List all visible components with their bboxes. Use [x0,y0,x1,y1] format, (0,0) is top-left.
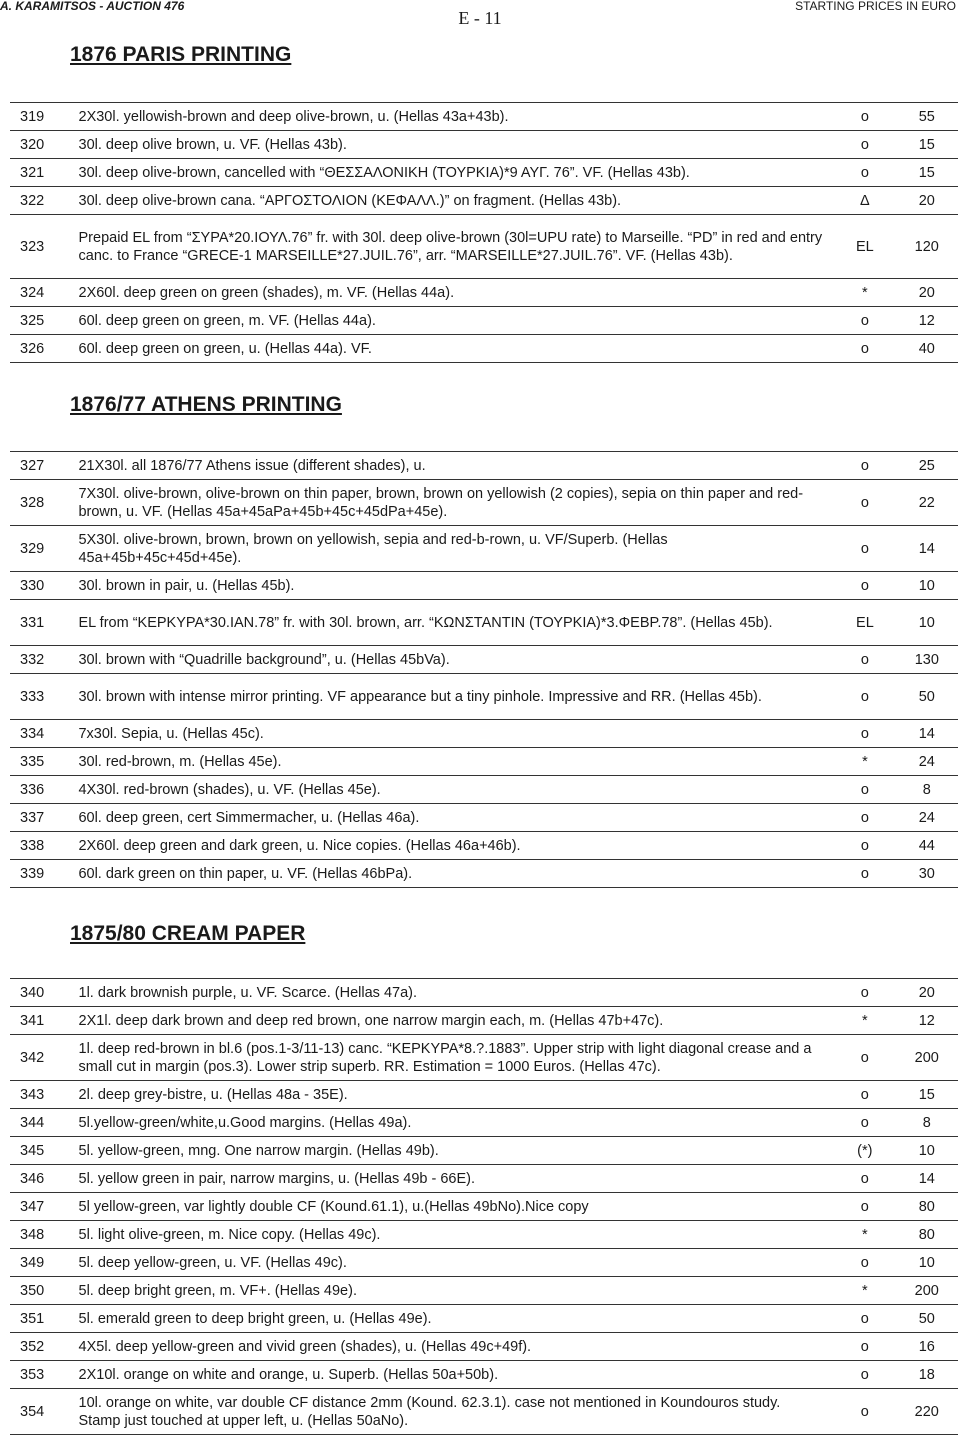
lot-condition: o [834,1389,895,1435]
lot-condition: * [834,748,895,776]
table-row [10,1361,958,1389]
lot-number: 354 [10,1389,79,1435]
section-title-paris-printing: 1876 PARIS PRINTING [70,43,292,66]
table-row [10,1389,958,1435]
lot-price: 14 [896,720,958,748]
lot-condition: EL [834,215,895,279]
lot-number: 332 [10,646,78,674]
lot-description: 2l. deep grey-bistre, u. (Hellas 48a - 35E). [79,1081,835,1109]
lot-number: 353 [10,1361,79,1389]
lot-description: 1l. deep red-brown in bl.6 (pos.1-3/11-13) canc. “ΚΕΡΚΥΡΑ*8.?.1883”. Upper strip with light diagonal crease and a small cut in margin (pos.3). Lower strip superb. RR. Estimation = 1000 Euros. (Hellas 47c). [79,1035,835,1081]
lot-condition: * [834,1007,895,1035]
table-row [10,335,958,363]
lot-price: 22 [896,480,958,526]
lot-price: 24 [896,804,958,832]
lot-description: 30l. brown in pair, u. (Hellas 45b). [78,572,834,600]
table-row [10,480,958,526]
lot-description: 30l. brown with intense mirror printing. VF appearance but a tiny pinhole. Impressive and RR. (Hellas 45b). [78,674,834,720]
lot-description: 21X30l. all 1876/77 Athens issue (different shades), u. [78,452,834,480]
table-row [10,600,958,646]
lot-price: 15 [896,131,958,159]
lot-number: 333 [10,674,78,720]
auction-header: A. KARAMITSOS - AUCTION 476 [0,0,185,13]
lot-number: 351 [10,1305,79,1333]
lot-condition: o [834,307,895,335]
page-number: E - 11 [458,8,502,28]
lot-description: 60l. deep green, cert Simmermacher, u. (Hellas 46a). [78,804,834,832]
table-row [10,307,958,335]
lot-description: 5l. emerald green to deep bright green, u. (Hellas 49e). [79,1305,835,1333]
lot-price: 20 [896,279,958,307]
lot-price: 80 [896,1193,958,1221]
lot-condition: o [834,131,895,159]
lot-description: 30l. deep olive-brown cana. “ΑΡΓΟΣΤΟΛΙΟΝ (ΚΕΦΑΛΛ.)” on fragment. (Hellas 43b). [79,187,835,215]
table-row [10,1137,958,1165]
lot-price: 10 [896,1249,958,1277]
lot-price: 18 [896,1361,958,1389]
table-row [10,103,958,131]
lot-price: 200 [896,1035,958,1081]
lot-number: 331 [10,600,78,646]
lot-description: 60l. deep green on green, m. VF. (Hellas 44a). [79,307,835,335]
lot-number: 340 [10,979,79,1007]
table-row [10,131,958,159]
lot-price: 16 [896,1333,958,1361]
lot-price: 12 [896,307,958,335]
lot-condition: o [834,1165,895,1193]
lot-price: 130 [896,646,958,674]
lot-condition: EL [834,600,895,646]
section-title-cream-paper: 1875/80 CREAM PAPER [70,922,306,945]
lot-price: 20 [896,979,958,1007]
lot-number: 320 [10,131,79,159]
lot-price: 120 [896,215,958,279]
lot-condition: o [834,720,895,748]
lot-number: 336 [10,776,78,804]
lot-price: 10 [896,1137,958,1165]
lot-price: 55 [896,103,958,131]
lot-price: 30 [896,860,958,888]
lot-price: 80 [896,1221,958,1249]
lot-condition: o [834,1333,895,1361]
lot-description: 60l. deep green on green, u. (Hellas 44a). VF. [79,335,835,363]
lot-number: 338 [10,832,78,860]
lot-number: 348 [10,1221,79,1249]
lot-description: 4X30l. red-brown (shades), u. VF. (Hellas 45e). [78,776,834,804]
lot-condition: o [834,674,895,720]
lot-price: 10 [896,572,958,600]
lot-price: 8 [896,776,958,804]
lot-condition: o [834,776,895,804]
lot-description: 5l. deep yellow-green, u. VF. (Hellas 49c). [79,1249,835,1277]
lot-number: 323 [10,215,79,279]
lot-price: 50 [896,674,958,720]
lot-price: 50 [896,1305,958,1333]
lot-condition: o [834,1081,895,1109]
lot-condition: o [834,572,895,600]
lot-description: 2X1l. deep dark brown and deep red brown, one narrow margin each, m. (Hellas 47b+47c). [79,1007,835,1035]
table-row [10,215,958,279]
lot-condition: o [834,526,895,572]
table-row [10,979,958,1007]
lot-description: 2X30l. yellowish-brown and deep olive-brown, u. (Hellas 43a+43b). [79,103,835,131]
table-row [10,1333,958,1361]
lot-description: 5l. light olive-green, m. Nice copy. (Hellas 49c). [79,1221,835,1249]
table-row [10,674,958,720]
lot-condition: o [834,335,895,363]
lot-number: 346 [10,1165,79,1193]
table-row [10,720,958,748]
lot-number: 324 [10,279,79,307]
lot-condition: o [834,1361,895,1389]
lot-table-cream-paper [10,978,958,1435]
lot-price: 20 [896,187,958,215]
lot-description: 5l. yellow-green, mng. One narrow margin. (Hellas 49b). [79,1137,835,1165]
lot-description: 5l.yellow-green/white,u.Good margins. (Hellas 49a). [79,1109,835,1137]
lot-number: 352 [10,1333,79,1361]
table-row [10,1193,958,1221]
lot-number: 321 [10,159,79,187]
lot-condition: o [834,1035,895,1081]
lot-price: 200 [896,1277,958,1305]
lot-condition: o [834,159,895,187]
lot-number: 326 [10,335,79,363]
lot-price: 220 [896,1389,958,1435]
table-row [10,572,958,600]
lot-condition: o [834,1305,895,1333]
lot-number: 322 [10,187,79,215]
lot-condition: * [834,279,895,307]
lot-description: 30l. brown with “Quadrille background”, u. (Hellas 45bVa). [78,646,834,674]
lot-description: 7X30l. olive-brown, olive-brown on thin paper, brown, brown on yellowish (2 copies), sepia on thin paper and red-brown, u. VF. (Hellas 45a+45aPa+45b+45c+45dPa+45e). [78,480,834,526]
lot-condition: o [834,1193,895,1221]
lot-number: 347 [10,1193,79,1221]
table-row [10,159,958,187]
lot-description: 2X60l. deep green and dark green, u. Nice copies. (Hellas 46a+46b). [78,832,834,860]
lot-description: EL from “ΚΕΡΚΥΡΑ*30.ΙΑΝ.78” fr. with 30l. brown, arr. “ΚΩΝΣΤΑΝΤΙΝ (ΤΟΥΡΚΙΑ)*3.ΦΕΒΡ.78”. (Hellas 45b). [78,600,834,646]
lot-number: 345 [10,1137,79,1165]
lot-condition: (*) [834,1137,895,1165]
lot-condition: o [834,1109,895,1137]
lot-price: 15 [896,159,958,187]
lot-table-athens-printing [10,451,958,888]
lot-price: 12 [896,1007,958,1035]
lot-condition: o [834,860,895,888]
prices-note: STARTING PRICES IN EURO [795,0,956,13]
table-row [10,1305,958,1333]
lot-condition: o [834,979,895,1007]
lot-description: 4X5l. deep yellow-green and vivid green (shades), u. (Hellas 49c+49f). [79,1333,835,1361]
lot-number: 335 [10,748,78,776]
lot-condition: o [834,452,895,480]
table-row [10,187,958,215]
table-row [10,452,958,480]
lot-number: 327 [10,452,78,480]
lot-number: 330 [10,572,78,600]
lot-number: 341 [10,1007,79,1035]
table-row [10,1221,958,1249]
table-row [10,748,958,776]
lot-price: 40 [896,335,958,363]
lot-price: 10 [896,600,958,646]
lot-description: 60l. dark green on thin paper, u. VF. (Hellas 46bPa). [78,860,834,888]
lot-number: 339 [10,860,78,888]
lot-number: 329 [10,526,78,572]
table-row [10,804,958,832]
lot-condition: o [834,1249,895,1277]
lot-description: 5X30l. olive-brown, brown, brown on yellowish, sepia and red-b-rown, u. VF/Superb. (Hellas 45a+45b+45c+45d+45e). [78,526,834,572]
lot-description: 5l. deep bright green, m. VF+. (Hellas 49e). [79,1277,835,1305]
lot-number: 319 [10,103,79,131]
lot-number: 344 [10,1109,79,1137]
lot-description: 10l. orange on white, var double CF distance 2mm (Kound. 62.3.1). case not mentioned in Koundouros study. Stamp just touched at upper left, u. (Hellas 50aNo). [79,1389,835,1435]
table-row [10,1109,958,1137]
table-row [10,1277,958,1305]
lot-price: 14 [896,526,958,572]
lot-number: 337 [10,804,78,832]
lot-description: 30l. red-brown, m. (Hellas 45e). [78,748,834,776]
lot-price: 8 [896,1109,958,1137]
lot-condition: * [834,1221,895,1249]
table-row [10,1081,958,1109]
table-row [10,1165,958,1193]
table-row [10,832,958,860]
table-row [10,1249,958,1277]
lot-price: 24 [896,748,958,776]
table-row [10,526,958,572]
lot-description: 2X10l. orange on white and orange, u. Superb. (Hellas 50a+50b). [79,1361,835,1389]
lot-condition: o [834,103,895,131]
table-row [10,860,958,888]
lot-price: 44 [896,832,958,860]
lot-number: 343 [10,1081,79,1109]
lot-description: 7x30l. Sepia, u. (Hellas 45c). [78,720,834,748]
lot-number: 349 [10,1249,79,1277]
lot-number: 342 [10,1035,79,1081]
lot-description: 30l. deep olive brown, u. VF. (Hellas 43b). [79,131,835,159]
table-row [10,1035,958,1081]
lot-condition: Δ [834,187,895,215]
table-row [10,279,958,307]
lot-description: Prepaid EL from “ΣΥΡΑ*20.ΙΟΥΛ.76” fr. with 30l. deep olive-brown (30l=UPU rate) to Marseille. “PD” in red and entry canc. to France “GRECE-1 MARSEILLE*27.JUIL.76”, arr. “MARSEILLE*27.JUIL.76”. VF. (Hellas 43b). [79,215,835,279]
lot-price: 15 [896,1081,958,1109]
lot-condition: o [834,804,895,832]
section-title-athens-printing: 1876/77 ATHENS PRINTING [70,393,342,416]
lot-price: 14 [896,1165,958,1193]
lot-description: 30l. deep olive-brown, cancelled with “ΘΕΣΣΑΛΟΝΙΚΗ (ΤΟΥΡΚΙΑ)*9 ΑΥΓ. 76”. VF. (Hellas 43b). [79,159,835,187]
table-row [10,1007,958,1035]
lot-number: 325 [10,307,79,335]
table-row [10,646,958,674]
lot-description: 5l yellow-green, var lightly double CF (Kound.61.1), u.(Hellas 49bNo).Nice copy [79,1193,835,1221]
lot-description: 2X60l. deep green on green (shades), m. VF. (Hellas 44a). [79,279,835,307]
lot-number: 328 [10,480,78,526]
lot-number: 334 [10,720,78,748]
lot-condition: o [834,480,895,526]
lot-description: 1l. dark brownish purple, u. VF. Scarce. (Hellas 47a). [79,979,835,1007]
lot-condition: * [834,1277,895,1305]
lot-table-paris-printing [10,102,958,363]
lot-condition: o [834,832,895,860]
lot-number: 350 [10,1277,79,1305]
lot-description: 5l. yellow green in pair, narrow margins, u. (Hellas 49b - 66E). [79,1165,835,1193]
lot-condition: o [834,646,895,674]
lot-price: 25 [896,452,958,480]
table-row [10,776,958,804]
